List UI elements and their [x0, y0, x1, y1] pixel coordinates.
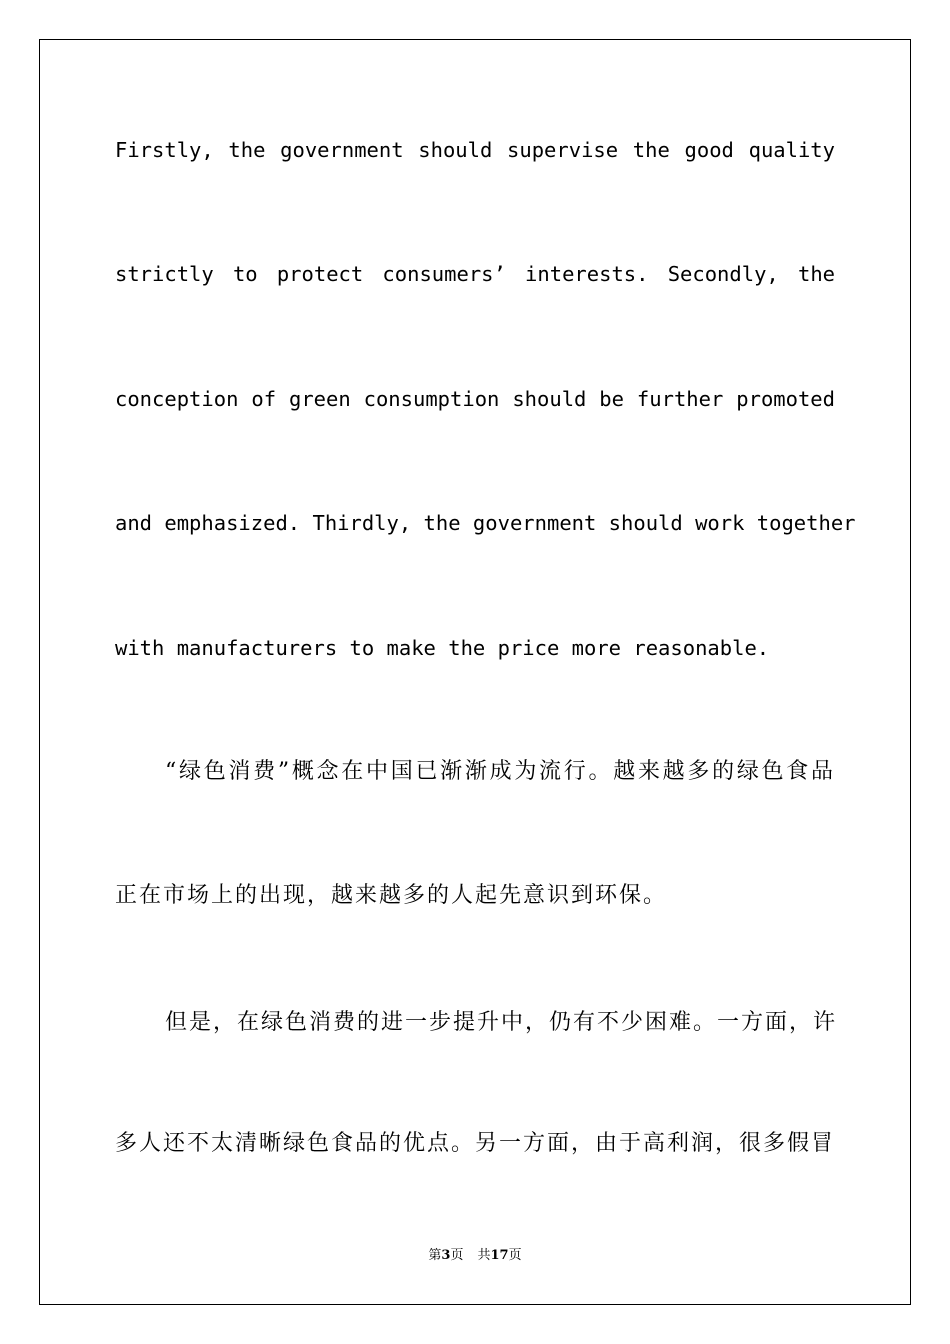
- current-page-number: 3: [441, 1248, 451, 1263]
- page-number-footer: [0, 1246, 950, 1266]
- text-line: Firstly, the government should supervise the good quality: [115, 138, 835, 162]
- page-border: [39, 39, 911, 1305]
- text-line: conception of green consumption should be further promoted: [115, 387, 835, 411]
- text-line: and emphasized. Thirdly, the government should work together: [115, 511, 856, 535]
- text-line: with manufacturers to make the price more reasonable.: [115, 636, 770, 660]
- text-line: “绿色消费”概念在中国已渐渐成为流行。越来越多的绿色食品: [165, 759, 835, 784]
- text-line: strictly to protect consumers’ interests. Secondly, the: [115, 262, 835, 286]
- total-pages-number: 17: [490, 1248, 509, 1263]
- page-suffix: 页: [450, 1248, 464, 1263]
- text-line: 多人还不太清晰绿色食品的优点。另一方面，由于高利润，很多假冒: [115, 1131, 836, 1156]
- total-suffix: 页: [508, 1248, 522, 1263]
- total-prefix: 共: [477, 1248, 491, 1263]
- page-prefix: 第: [428, 1248, 442, 1263]
- text-line: 但是，在绿色消费的进一步提升中，仍有不少困难。一方面，许: [165, 1010, 838, 1035]
- text-line: 正在市场上的出现，越来越多的人起先意识到环保。: [115, 883, 668, 908]
